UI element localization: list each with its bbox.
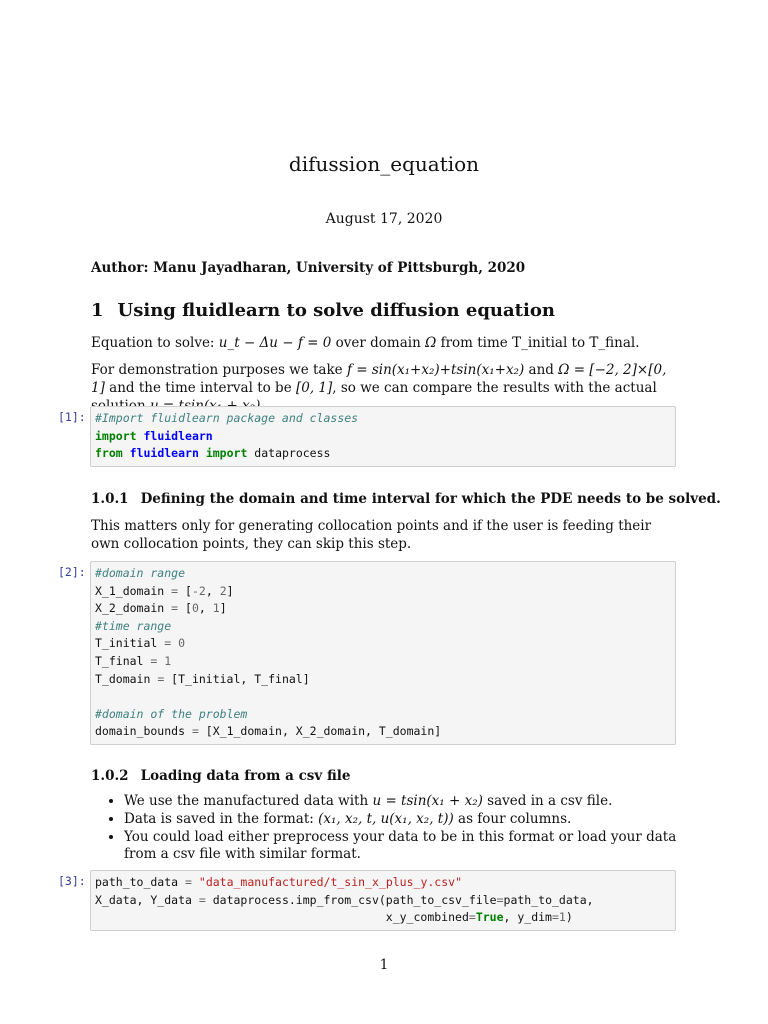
code-line: #domain range [95,566,186,580]
math-expression: Ω [425,335,437,351]
math-expression: f = sin(x₁+x₂)+tsin(x₁+x₂) [346,362,525,378]
text-run: Equation to solve: [91,335,219,351]
list-item: • We use the manufactured data with u = tsin(x₁ + x₂) saved in a csv file. [124,793,698,811]
math-expression: Ω = [−2, 2]×[0, 1] [91,362,667,396]
text-run: from time T_initial to T_final. [436,335,640,351]
code-line [95,688,671,706]
code-cell[interactable] [90,870,676,931]
math-expression: u_t − Δu − f = 0 [218,335,332,351]
code-line: #Import fluidlearn package and classes [95,411,359,425]
text-run: and [524,362,559,378]
code-line: T_domain = [T_initial, T_final] [95,671,310,686]
code-line: X_2_domain = [0, 1] [95,601,227,616]
list-item: • Data is saved in the format: (x₁, x₂, t, u(x₁, x₂, t)) as four columns. [124,811,698,829]
section-number: 1 [91,300,104,321]
cell-prompt: [1]: [58,410,86,424]
text-run: For demonstration purposes we take [91,362,347,378]
list-item: • You could load either preprocess your data to be in this format or load your data from a csv file with similar format. [124,829,698,865]
math-expression: (x₁, x₂, t, u(x₁, x₂, t)) [318,810,454,827]
document-date: August 17, 2020 [325,211,443,227]
subsection-number: 1.0.2 [91,768,129,784]
code-line: from fluidlearn import dataprocess [95,446,331,461]
subsection-title: Defining the domain and time interval for which the PDE needs to be solved. [140,491,721,507]
cell-prompt: [2]: [58,565,86,579]
code-line: T_final = 1 [95,653,172,668]
equation-paragraph [91,334,681,352]
page-title: difussion_equation [288,152,480,176]
cell-prompt: [3]: [58,874,86,888]
code-line: #time range [95,618,172,633]
code-line: T_initial = 0 [95,636,186,651]
text-run: , so we can compare the results with the actual [332,380,657,396]
math-expression: u = tsin(x₁ + x₂) [372,793,483,809]
page-number: 1 [379,957,389,973]
text-run: over domain [331,335,426,351]
code-line: #domain of the problem [95,706,248,721]
code-line: import fluidlearn [95,428,213,443]
math-expression: [0, 1] [295,380,333,396]
collocation-paragraph: This matters only for generating collocation points and if the user is feeding their own collocation points, they can skip this step. [91,518,652,552]
section-heading [91,300,555,321]
code-cell[interactable] [90,561,676,745]
code-line: X_1_domain = [-2, 2] [95,583,234,598]
subsection-number: 1.0.1 [91,491,129,507]
text-run: and the time interval to be [104,380,296,396]
code-line: path_to_data = "data_manufactured/t_sin_x_plus_y.csv" [95,875,462,889]
code-cell[interactable] [90,406,676,467]
bullet-list [106,793,698,864]
author-line: Author: Manu Jayadharan, University of Pittsburgh, 2020 [91,260,526,276]
subsection-title: Loading data from a csv file [140,768,351,784]
subsection-heading [91,768,350,784]
section-title: Using fluidlearn to solve diffusion equation [117,300,555,321]
subsection-heading [91,491,721,507]
code-line: x_y_combined=True, y_dim=1) [95,910,573,925]
code-line: domain_bounds = [X_1_domain, X_2_domain, T_domain] [95,724,442,739]
code-line: X_data, Y_data = dataprocess.imp_from_csv(path_to_csv_file=path_to_data, [95,892,594,907]
